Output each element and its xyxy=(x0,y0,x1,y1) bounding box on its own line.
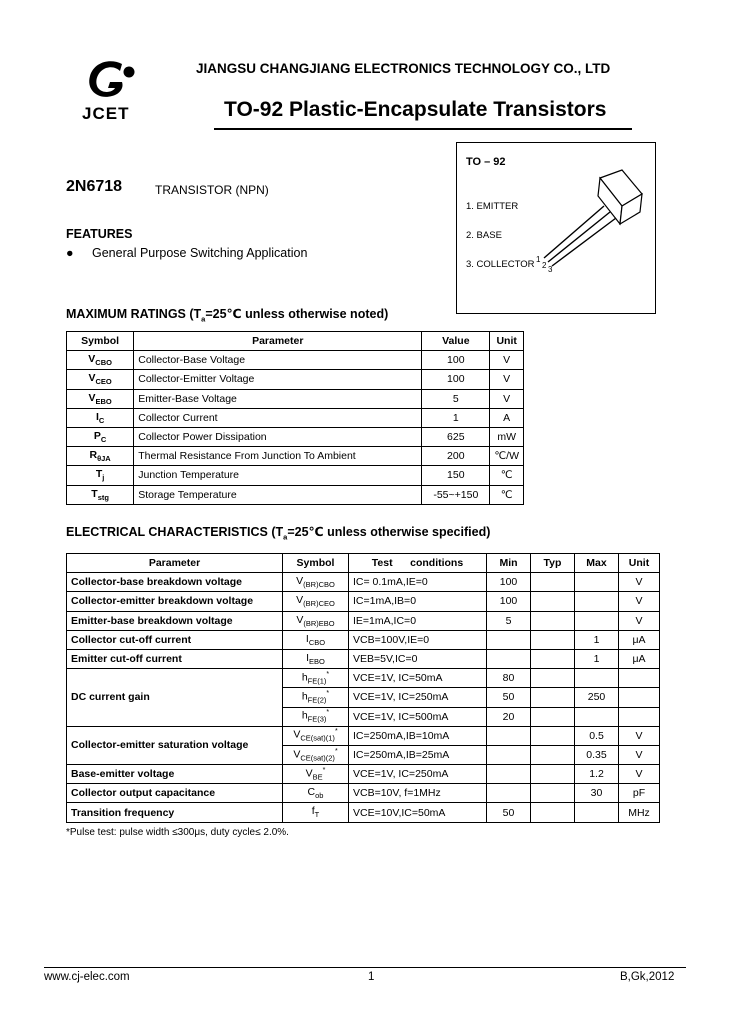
elec-max xyxy=(575,573,619,592)
max-symbol xyxy=(67,389,134,408)
max-value: 100 xyxy=(422,351,490,370)
pin-number-2: 2 xyxy=(542,261,547,270)
symbol-subscript: ob xyxy=(315,791,324,801)
max-value: 200 xyxy=(422,447,490,466)
elec-max xyxy=(575,592,619,611)
elec-symbol xyxy=(283,630,349,649)
max-unit: V xyxy=(490,370,524,389)
elec-conditions: IC= 0.1mA,IE=0 xyxy=(349,573,487,592)
symbol-base: V xyxy=(88,391,96,404)
max-parameter: Collector Power Dissipation xyxy=(134,427,422,446)
elec-conditions: VCE=1V, IC=500mA xyxy=(349,707,487,726)
elec-typ xyxy=(531,573,575,592)
elec-min xyxy=(487,630,531,649)
elec-unit xyxy=(619,707,660,726)
max-symbol xyxy=(67,408,134,427)
symbol-base: h xyxy=(301,709,308,722)
elec-typ xyxy=(531,765,575,784)
symbol-base: V xyxy=(296,613,304,626)
title-underline xyxy=(214,128,632,130)
elec-max xyxy=(575,707,619,726)
symbol-base: V xyxy=(88,353,96,366)
max-parameter: Emitter-Base Voltage xyxy=(134,389,422,408)
footer-page-number: 1 xyxy=(368,971,375,983)
elec-typ xyxy=(531,649,575,668)
elec-row xyxy=(67,803,660,822)
max-unit: ℃ xyxy=(490,466,524,485)
elec-parameter: Transition frequency xyxy=(67,803,283,822)
elec-typ xyxy=(531,669,575,688)
elec-heading: ELECTRICAL CHARACTERISTICS ($T_a=25℃$ unless otherwise specified) xyxy=(66,525,491,542)
max-parameter: Junction Temperature xyxy=(134,466,422,485)
symbol-subscript: CE(sat)(1) xyxy=(300,734,335,744)
symbol-base: V xyxy=(296,594,304,607)
elec-parameter: Collector output capacitance xyxy=(67,784,283,803)
elec-conditions: VCE=1V, IC=250mA xyxy=(349,688,487,707)
elec-parameter: Collector-emitter breakdown voltage xyxy=(67,592,283,611)
max-value: 1 xyxy=(422,408,490,427)
symbol-subscript: FE(1) xyxy=(307,676,327,686)
max-parameter: Collector Current xyxy=(134,408,422,427)
elec-header-conditions: Test conditions xyxy=(349,554,487,573)
max-value: 150 xyxy=(422,466,490,485)
symbol-subscript: j xyxy=(102,473,105,483)
elec-min: 5 xyxy=(487,611,531,630)
elec-typ xyxy=(531,726,575,745)
max-header-value: Value xyxy=(422,332,490,351)
elec-row xyxy=(67,573,660,592)
elec-max xyxy=(575,803,619,822)
max-unit: V xyxy=(490,389,524,408)
elec-symbol xyxy=(283,707,349,726)
elec-row xyxy=(67,726,660,745)
footer-rule xyxy=(44,967,686,968)
max-ratings-table xyxy=(66,331,524,505)
max-ratings-heading: MAXIMUM RATINGS ($T_a=25℃$ unless otherwise noted) xyxy=(66,307,389,324)
symbol-base: f xyxy=(311,805,315,818)
elec-min xyxy=(487,765,531,784)
elec-header-typ: Typ xyxy=(531,554,575,573)
elec-typ xyxy=(531,803,575,822)
symbol-base: T xyxy=(91,487,98,500)
elec-header-symbol: Symbol xyxy=(283,554,349,573)
max-row xyxy=(67,408,524,427)
elec-conditions: VCE=1V, IC=50mA xyxy=(349,669,487,688)
elec-min: 100 xyxy=(487,573,531,592)
elec-row xyxy=(67,630,660,649)
elec-unit xyxy=(619,669,660,688)
feature-item: General Purpose Switching Application xyxy=(92,246,308,260)
pulse-test-marker: * xyxy=(322,766,326,774)
max-header-parameter: Parameter xyxy=(134,332,422,351)
elec-typ xyxy=(531,707,575,726)
elec-symbol xyxy=(283,688,349,707)
elec-parameter: Emitter-base breakdown voltage xyxy=(67,611,283,630)
elec-unit: pF xyxy=(619,784,660,803)
max-symbol xyxy=(67,485,134,504)
elec-unit: V xyxy=(619,745,660,764)
elec-unit: V xyxy=(619,573,660,592)
symbol-subscript: (BR)CBO xyxy=(303,580,335,590)
symbol-subscript: (BR)EBO xyxy=(303,618,335,628)
max-row xyxy=(67,466,524,485)
symbol-subscript: EBO xyxy=(95,396,112,406)
symbol-subscript: EBO xyxy=(309,657,325,667)
max-value: -55~+150 xyxy=(422,485,490,504)
elec-conditions: IC=1mA,IB=0 xyxy=(349,592,487,611)
symbol-subscript: FE(2) xyxy=(307,695,327,705)
document-title: TO-92 Plastic-Encapsulate Transistors xyxy=(224,98,607,121)
elec-parameter: Collector-emitter saturation voltage xyxy=(67,726,283,764)
elec-parameter: Emitter cut-off current xyxy=(67,649,283,668)
elec-row xyxy=(67,669,660,688)
elec-unit: V xyxy=(619,592,660,611)
part-number: 2N6718 xyxy=(66,178,123,195)
features-heading: FEATURES xyxy=(66,227,133,241)
max-row xyxy=(67,370,524,389)
elec-unit: MHz xyxy=(619,803,660,822)
elec-unit: μA xyxy=(619,649,660,668)
max-header-unit: Unit xyxy=(490,332,524,351)
elec-unit xyxy=(619,688,660,707)
pin-collector: 3. COLLECTOR xyxy=(466,259,535,270)
elec-min xyxy=(487,649,531,668)
symbol-subscript: C xyxy=(98,415,105,425)
max-unit: mW xyxy=(490,427,524,446)
elec-symbol xyxy=(283,803,349,822)
symbol-base: T xyxy=(95,468,103,481)
elec-symbol xyxy=(283,573,349,592)
max-symbol xyxy=(67,447,134,466)
elec-symbol xyxy=(283,649,349,668)
elec-min: 20 xyxy=(487,707,531,726)
elec-symbol xyxy=(283,745,349,764)
max-symbol xyxy=(67,370,134,389)
elec-max: 0.35 xyxy=(575,745,619,764)
bullet-icon: ● xyxy=(66,246,74,260)
symbol-subscript: CBO xyxy=(308,637,326,647)
elec-header-max: Max xyxy=(575,554,619,573)
symbol-subscript: BE xyxy=(312,772,323,782)
max-symbol xyxy=(67,351,134,370)
footer-code: B,Gk,2012 xyxy=(620,971,675,983)
pin-emitter: 1. EMITTER xyxy=(466,201,519,212)
part-description: TRANSISTOR (NPN) xyxy=(155,183,269,197)
to92-package-icon xyxy=(530,166,650,276)
symbol-base: I xyxy=(306,651,310,664)
symbol-base: V xyxy=(293,748,301,761)
pulse-test-marker: * xyxy=(334,728,338,736)
elec-header-min: Min xyxy=(487,554,531,573)
elec-parameter: Collector-base breakdown voltage xyxy=(67,573,283,592)
symbol-base: I xyxy=(95,410,99,423)
elec-parameter: DC current gain xyxy=(67,669,283,727)
pulse-test-note: *Pulse test: pulse width ≤300μs, duty cycle≤ 2.0%. xyxy=(66,827,289,838)
elec-row xyxy=(67,765,660,784)
symbol-base: R xyxy=(89,449,98,462)
symbol-base: V xyxy=(296,575,304,588)
symbol-subscript: (BR)CEO xyxy=(303,599,335,609)
elec-row xyxy=(67,784,660,803)
elec-conditions: VEB=5V,IC=0 xyxy=(349,649,487,668)
elec-min: 50 xyxy=(487,803,531,822)
elec-header-unit: Unit xyxy=(619,554,660,573)
elec-max: 1 xyxy=(575,649,619,668)
symbol-subscript: CE(sat)(2) xyxy=(300,753,335,763)
elec-conditions: VCB=10V, f=1MHz xyxy=(349,784,487,803)
max-parameter: Thermal Resistance From Junction To Ambient xyxy=(134,447,422,466)
package-title: TO – 92 xyxy=(466,156,506,168)
max-row xyxy=(67,389,524,408)
pin-base: 2. BASE xyxy=(466,230,502,241)
symbol-subscript: FE(3) xyxy=(307,714,327,724)
elec-typ xyxy=(531,688,575,707)
elec-min xyxy=(487,784,531,803)
symbol-base: V xyxy=(88,372,96,385)
elec-max: 30 xyxy=(575,784,619,803)
max-unit: ℃ xyxy=(490,485,524,504)
elec-conditions: VCB=100V,IE=0 xyxy=(349,630,487,649)
symbol-base: P xyxy=(93,429,101,442)
elec-symbol xyxy=(283,611,349,630)
symbol-base: C xyxy=(307,786,316,799)
elec-symbol xyxy=(283,669,349,688)
max-unit: V xyxy=(490,351,524,370)
elec-min: 100 xyxy=(487,592,531,611)
max-parameter: Collector-Base Voltage xyxy=(134,351,422,370)
elec-typ xyxy=(531,784,575,803)
symbol-base: V xyxy=(305,767,313,780)
elec-unit: V xyxy=(619,765,660,784)
elec-conditions: IC=250mA,IB=10mA xyxy=(349,726,487,745)
pin-number-3: 3 xyxy=(548,265,553,274)
max-symbol xyxy=(67,427,134,446)
symbol-subscript: CBO xyxy=(95,358,112,368)
jcet-logo-icon xyxy=(82,56,140,102)
max-parameter: Storage Temperature xyxy=(134,485,422,504)
electrical-table xyxy=(66,553,660,823)
elec-parameter: Base-emitter voltage xyxy=(67,765,283,784)
elec-max xyxy=(575,669,619,688)
elec-typ xyxy=(531,611,575,630)
elec-max: 0.5 xyxy=(575,726,619,745)
max-unit: ℃/W xyxy=(490,447,524,466)
pulse-test-marker: * xyxy=(326,670,330,678)
elec-header-parameter: Parameter xyxy=(67,554,283,573)
elec-max: 1 xyxy=(575,630,619,649)
symbol-base: I xyxy=(305,632,309,645)
pulse-test-marker: * xyxy=(334,747,338,755)
elec-symbol xyxy=(283,784,349,803)
elec-conditions: VCE=10V,IC=50mA xyxy=(349,803,487,822)
max-row xyxy=(67,427,524,446)
elec-typ xyxy=(531,745,575,764)
symbol-subscript: θJA xyxy=(97,454,111,464)
elec-conditions: IC=250mA,IB=25mA xyxy=(349,745,487,764)
pulse-test-marker: * xyxy=(326,709,330,717)
elec-max xyxy=(575,611,619,630)
elec-conditions: IE=1mA,IC=0 xyxy=(349,611,487,630)
elec-symbol xyxy=(283,592,349,611)
elec-row xyxy=(67,611,660,630)
max-row xyxy=(67,447,524,466)
max-value: 100 xyxy=(422,370,490,389)
elec-symbol xyxy=(283,726,349,745)
elec-row xyxy=(67,592,660,611)
elec-unit: V xyxy=(619,611,660,630)
footer-website: www.cj-elec.com xyxy=(44,971,130,983)
symbol-subscript: C xyxy=(100,435,107,445)
symbol-subscript: stg xyxy=(97,492,109,502)
max-row xyxy=(67,351,524,370)
elec-max: 250 xyxy=(575,688,619,707)
elec-unit: V xyxy=(619,726,660,745)
elec-typ xyxy=(531,592,575,611)
symbol-base: h xyxy=(301,690,308,703)
max-value: 5 xyxy=(422,389,490,408)
elec-min xyxy=(487,726,531,745)
max-symbol xyxy=(67,466,134,485)
company-name: JIANGSU CHANGJIANG ELECTRONICS TECHNOLOGY CO., LTD xyxy=(196,61,611,76)
max-parameter: Collector-Emitter Voltage xyxy=(134,370,422,389)
elec-min: 80 xyxy=(487,669,531,688)
symbol-subscript: CEO xyxy=(95,377,112,387)
symbol-base: V xyxy=(293,728,301,741)
max-row xyxy=(67,485,524,504)
elec-min xyxy=(487,745,531,764)
elec-min: 50 xyxy=(487,688,531,707)
max-unit: A xyxy=(490,408,524,427)
elec-unit: μA xyxy=(619,630,660,649)
elec-symbol xyxy=(283,765,349,784)
max-value: 625 xyxy=(422,427,490,446)
elec-conditions: VCE=1V, IC=250mA xyxy=(349,765,487,784)
logo-text: JCET xyxy=(82,104,130,123)
pin-number-1: 1 xyxy=(536,255,541,264)
pulse-test-marker: * xyxy=(326,690,330,698)
max-header-symbol: Symbol xyxy=(67,332,134,351)
elec-row xyxy=(67,649,660,668)
elec-parameter: Collector cut-off current xyxy=(67,630,283,649)
symbol-base: h xyxy=(301,671,308,684)
symbol-subscript: T xyxy=(314,810,320,820)
elec-max: 1.2 xyxy=(575,765,619,784)
elec-typ xyxy=(531,630,575,649)
